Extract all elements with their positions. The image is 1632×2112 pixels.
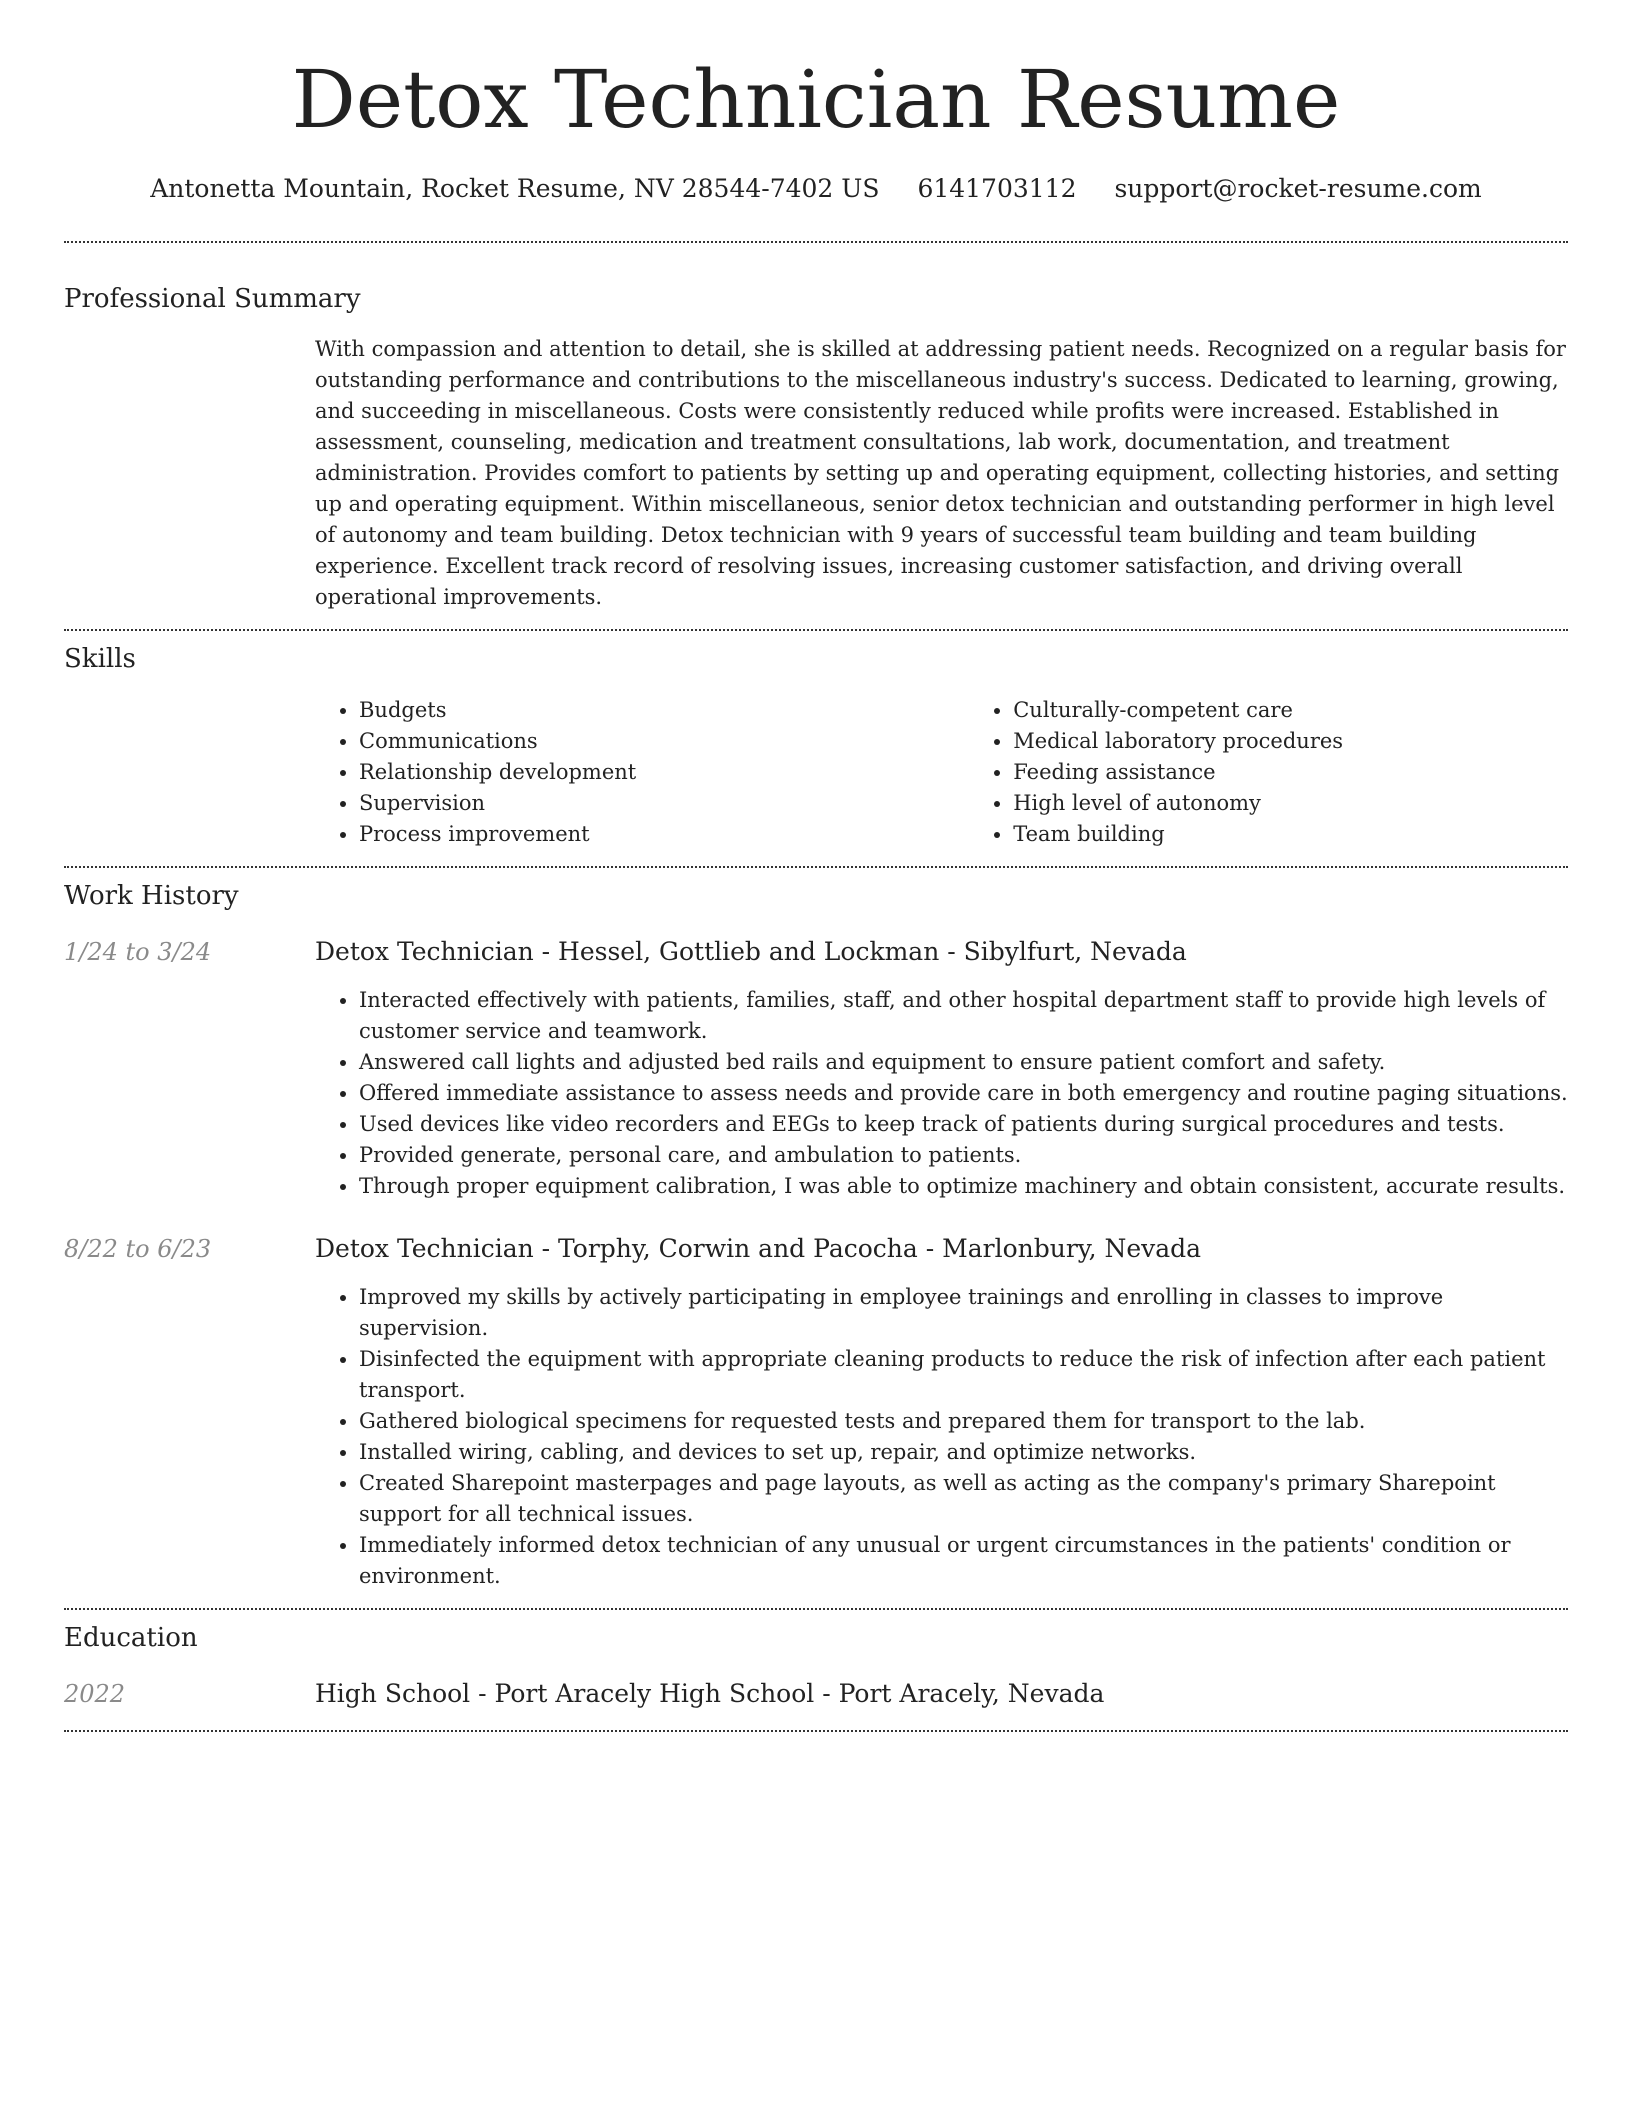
education-entry <box>64 1678 1568 1710</box>
divider <box>64 1608 1568 1610</box>
job-bullet: • Disinfected the equipment with appropriate cleaning products to reduce the risk of infection after each patient transport. <box>359 1344 1568 1406</box>
divider <box>64 1730 1568 1732</box>
section-heading-summary: Professional Summary <box>64 284 361 314</box>
page-title: Detox Technician Resume <box>291 53 1341 146</box>
divider <box>64 241 1568 243</box>
section-heading-work: Work History <box>64 881 239 911</box>
job-bullet: • Interacted effectively with patients, families, staff, and other hospital department staff to provide high levels of customer service and teamwork. <box>359 985 1568 1047</box>
job-bullet: • Improved my skills by actively participating in employee trainings and enrolling in classes to improve supervision. <box>359 1282 1568 1344</box>
job-bullet: • Immediately informed detox technician of any unusual or urgent circumstances in the patients' condition or environment. <box>359 1530 1568 1592</box>
summary-block <box>315 334 1568 613</box>
contact-phone: 6141703112 <box>917 174 1077 203</box>
job-entry <box>64 1233 1568 1592</box>
skill-item: • Communications <box>359 726 969 757</box>
job-bullet: • Used devices like video recorders and EEGs to keep track of patients during surgical procedures and tests. <box>359 1109 1568 1140</box>
job-bullet: • Answered call lights and adjusted bed rails and equipment to ensure patient comfort and safety. <box>359 1047 1568 1078</box>
skill-item: • Relationship development <box>359 757 969 788</box>
skill-item: • Process improvement <box>359 819 969 850</box>
skill-item: • Team building <box>1013 819 1568 850</box>
skills-column-left <box>315 695 969 850</box>
skills-column-right <box>969 695 1568 850</box>
divider <box>64 866 1568 868</box>
section-heading-education: Education <box>64 1623 198 1653</box>
education-title: High School - Port Aracely High School - Port Aracely, Nevada <box>315 1679 1105 1708</box>
contact-email[interactable]: support@rocket-resume.com <box>1114 174 1482 203</box>
job-bullet: • Gathered biological specimens for requested tests and prepared them for transport to the lab. <box>359 1406 1568 1437</box>
skill-item: • Medical laboratory procedures <box>1013 726 1568 757</box>
job-dates: 8/22 to 6/23 <box>64 1235 212 1263</box>
skill-item: • High level of autonomy <box>1013 788 1568 819</box>
job-title: Detox Technician - Hessel, Gottlieb and Lockman - Sibylfurt, Nevada <box>315 937 1187 966</box>
skill-item: • Budgets <box>359 695 969 726</box>
job-bullet: • Installed wiring, cabling, and devices to set up, repair, and optimize networks. <box>359 1437 1568 1468</box>
contact-line <box>64 172 1568 206</box>
summary-text: With compassion and attention to detail, she is skilled at addressing patient needs. Recognized on a regular basis for outstanding performance and contributions to the miscellaneous industry's success. Dedicated to learning, growing, and succeeding in miscellaneous. Costs were consistently reduced while profits were increased. Established in assessment, counseling, medication and treatment consultations, lab work, documentation, and treatment administration. Provides comfort to patients by setting up and operating equipment, collecting histories, and setting up and operating equipment. Within miscellaneous, senior detox technician and outstanding performer in high level of autonomy and team building. Detox technician with 9 years of successful team building and team building experience. Excellent track record of resolving issues, increasing customer satisfaction, and driving overall operational improvements. <box>315 337 1566 609</box>
job-bullet: • Provided generate, personal care, and ambulation to patients. <box>359 1140 1568 1171</box>
skill-item: • Supervision <box>359 788 969 819</box>
job-entry <box>64 936 1568 1202</box>
job-dates: 1/24 to 3/24 <box>64 938 212 966</box>
skills-list <box>315 695 1568 850</box>
divider <box>64 629 1568 631</box>
contact-address: Antonetta Mountain, Rocket Resume, NV 28544-7402 US <box>150 174 880 203</box>
education-year: 2022 <box>64 1680 126 1708</box>
resume-page <box>64 0 1568 1732</box>
job-bullet: • Offered immediate assistance to assess needs and provide care in both emergency and routine paging situations. <box>359 1078 1568 1109</box>
skill-item: • Culturally-competent care <box>1013 695 1568 726</box>
job-bullet: • Created Sharepoint masterpages and page layouts, as well as acting as the company's primary Sharepoint support for all technical issues. <box>359 1468 1568 1530</box>
job-bullets <box>315 1282 1568 1592</box>
skill-item: • Feeding assistance <box>1013 757 1568 788</box>
section-heading-skills: Skills <box>64 644 136 674</box>
job-bullets <box>315 985 1568 1202</box>
job-bullet: • Through proper equipment calibration, I was able to optimize machinery and obtain consistent, accurate results. <box>359 1171 1568 1202</box>
job-title: Detox Technician - Torphy, Corwin and Pacocha - Marlonbury, Nevada <box>315 1234 1202 1263</box>
